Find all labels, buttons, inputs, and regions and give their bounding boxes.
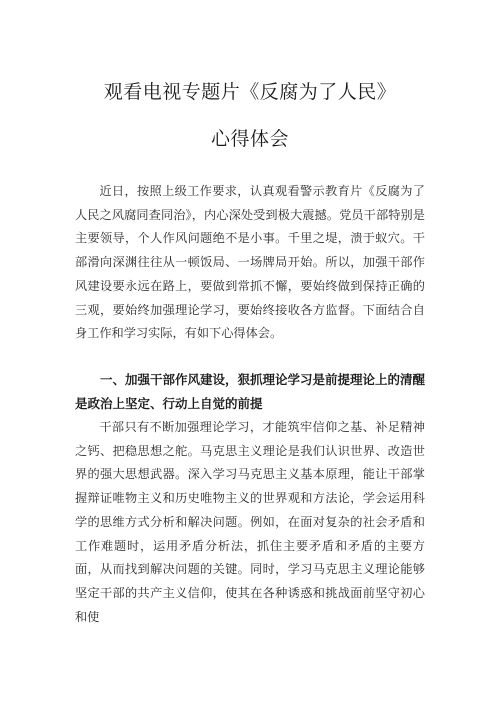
section-heading-1: 一、加强干部作风建设，狠抓理论学习是前提理论上的清醒是政治上坚定、行动上自觉的前提	[75, 372, 426, 411]
section-1-paragraph: 干部只有不断加强理论学习，才能筑牢信仰之基、补足精神之钙、把稳思想之舵。马克思主义理论是我们认识世界、改造世界的强大思想武器。深入学习马克思主义基本原理，能让干部掌握辩证唯物主义和历史唯物主义的世界观和方法论，学会运用科学的思维方式分析和解决问题。例如，在面对复杂的社会矛盾和工作难题时，运用矛盾分析法，抓住主要矛盾和矛盾的主要方面，从而找到解决问题的关键。同时，学习马克思主义理论能够坚定干部的共产主义信仰，使其在各种诱惑和挑战面前坚守初心和使	[75, 420, 425, 624]
intro-paragraph: 近日，按照上级工作要求，认真观看警示教育片《反腐为了人民之风腐同查同治》，内心深处受到极大震撼。党员干部特别是主要领导，个人作风问题绝不是小事。千里之堤，溃于蚁穴。干部滑向深渊往往从一顿饭局、一场牌局开始。所以，加强干部作风建设要永远在路上，要做到常抓不懈，要始终做到保持正确的三观，要始终加强理论学习，要始终接收各方监督。下面结合自身工作和学习实际，有如下心得体会。	[75, 184, 425, 341]
document-subtitle: 心得体会	[210, 128, 289, 150]
document-title: 观看电视专题片《反腐为了人民》	[103, 81, 397, 103]
